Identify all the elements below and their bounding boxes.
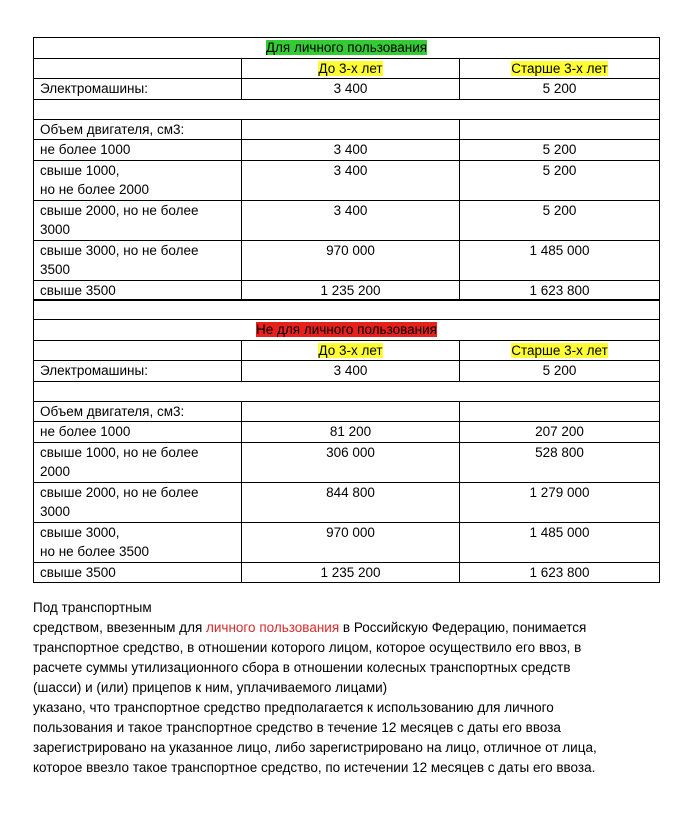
note-line-2: средством, ввезенным для личного пользования в Российскую Федерацию, понимается [33,620,587,635]
value-old: 5 200 [460,79,660,100]
value-young: 3 400 [242,79,460,100]
spacer-row [34,99,660,119]
table-row [34,160,660,200]
section-title: Для личного пользования [265,40,428,55]
table-row [34,361,660,382]
table-row [34,482,660,522]
table-row [34,522,660,562]
column-header-young: До 3-х лет [318,342,383,358]
row-label: Электромашины: [34,361,242,382]
note-line-1: Под транспортным [33,600,152,615]
section-title-row [34,320,660,341]
note-highlight: личного пользования [206,620,340,635]
row-label: Электромашины: [34,79,242,100]
value-young: 306 000 [242,442,460,482]
column-header-young: До 3-х лет [318,60,383,76]
note-body: транспортное средство, в отношении которого лицом, которое осуществило его ввоз, в расчете суммы утилизационного сбора в отношении колесных транспортных средств (шасси) и (или) прицепов к ним, уплачиваемого лицами) указано, что транспортное средство предполагается к использованию для личного пользования и такое транспортное средство в течение 12 месяцев с даты его ввоза зарегистрировано на указанное лицо, либо зарегистрировано на лицо, отличное от лица, которое ввезло такое транспортное средство, по истечении 12 месяцев с даты его ввоза. [33,640,597,775]
value-young: 1 235 200 [242,562,460,583]
table-row [34,240,660,280]
section-title: Не для личного пользования [256,322,437,337]
table-row [34,200,660,240]
value-old: 1 485 000 [460,522,660,562]
value-old: 5 200 [460,200,660,240]
column-header-old: Старше 3-х лет [511,60,608,76]
fee-table-non-personal [33,299,660,583]
row-label: не более 1000 [34,422,242,443]
section-title-row [34,38,660,59]
table-row [34,562,660,583]
spacer-row [34,300,660,320]
value-young: 3 400 [242,200,460,240]
value-young: 3 400 [242,361,460,382]
value-young: 1 235 200 [242,280,460,301]
row-label: не более 1000 [34,140,242,161]
row-label: свыше 3000, но не более 3500 [34,240,242,280]
table-row [34,422,660,443]
row-label: свыше 1000, но не более 2000 [34,442,242,482]
row-label: свыше 1000, но не более 2000 [34,160,242,200]
value-young: 81 200 [242,422,460,443]
value-young: 844 800 [242,482,460,522]
row-label: Объем двигателя, см3: [34,401,242,422]
value-old: 1 279 000 [460,482,660,522]
value-old: 1 485 000 [460,240,660,280]
fee-table-personal [33,37,660,301]
value-young: 3 400 [242,140,460,161]
row-label: свыше 2000, но не более 3000 [34,200,242,240]
table-row [34,140,660,161]
row-label: свыше 3000, но не более 3500 [34,522,242,562]
column-header-old: Старше 3-х лет [511,342,608,358]
definition-note [33,598,663,778]
value-young: 3 400 [242,160,460,200]
value-old: 528 800 [460,442,660,482]
value-old: 5 200 [460,361,660,382]
value-old: 207 200 [460,422,660,443]
value-old: 1 623 800 [460,280,660,301]
value-young: 970 000 [242,240,460,280]
value-old: 5 200 [460,140,660,161]
value-young: 970 000 [242,522,460,562]
table-row [34,442,660,482]
row-label: свыше 2000, но не более 3000 [34,482,242,522]
row-label: свыше 3500 [34,280,242,301]
table-row [34,280,660,301]
table-row [34,401,660,422]
table-row [34,79,660,100]
value-old: 5 200 [460,160,660,200]
table-row [34,119,660,140]
row-label: свыше 3500 [34,562,242,583]
spacer-row [34,381,660,401]
row-label: Объем двигателя, см3: [34,119,242,140]
value-old: 1 623 800 [460,562,660,583]
